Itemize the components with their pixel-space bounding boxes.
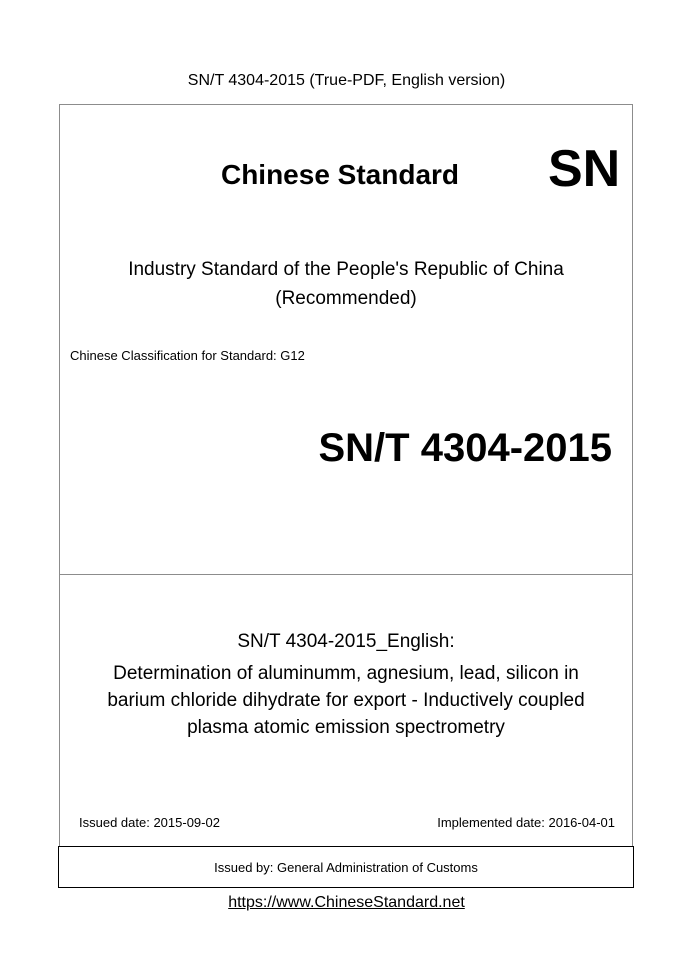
title-line-3: barium chloride dihydrate for export - Inductively coupled — [107, 690, 585, 711]
sn-mark: SN — [548, 140, 621, 198]
classification-label: Chinese Classification for Standard: G12 — [70, 348, 305, 363]
standard-number: SN/T 4304-2015 — [318, 426, 612, 470]
implemented-date: Implemented date: 2016-04-01 — [437, 815, 615, 830]
title-line-4: plasma atomic emission spectrometry — [187, 717, 505, 738]
industry-standard-line: Industry Standard of the People's Republic of China — [128, 259, 564, 280]
issued-by: Issued by: General Administration of Customs — [214, 860, 478, 875]
website-link[interactable]: https://www.ChineseStandard.net — [228, 894, 465, 911]
title-line-1: SN/T 4304-2015_English: — [237, 631, 455, 652]
document-top-caption: SN/T 4304-2015 (True-PDF, English version) — [187, 72, 506, 89]
title-line-2: Determination of aluminumm, agnesium, lead, silicon in — [113, 663, 579, 684]
chinese-standard-heading: Chinese Standard — [220, 159, 460, 190]
issued-date: Issued date: 2015-09-02 — [79, 815, 220, 830]
recommended-label: (Recommended) — [275, 288, 417, 309]
